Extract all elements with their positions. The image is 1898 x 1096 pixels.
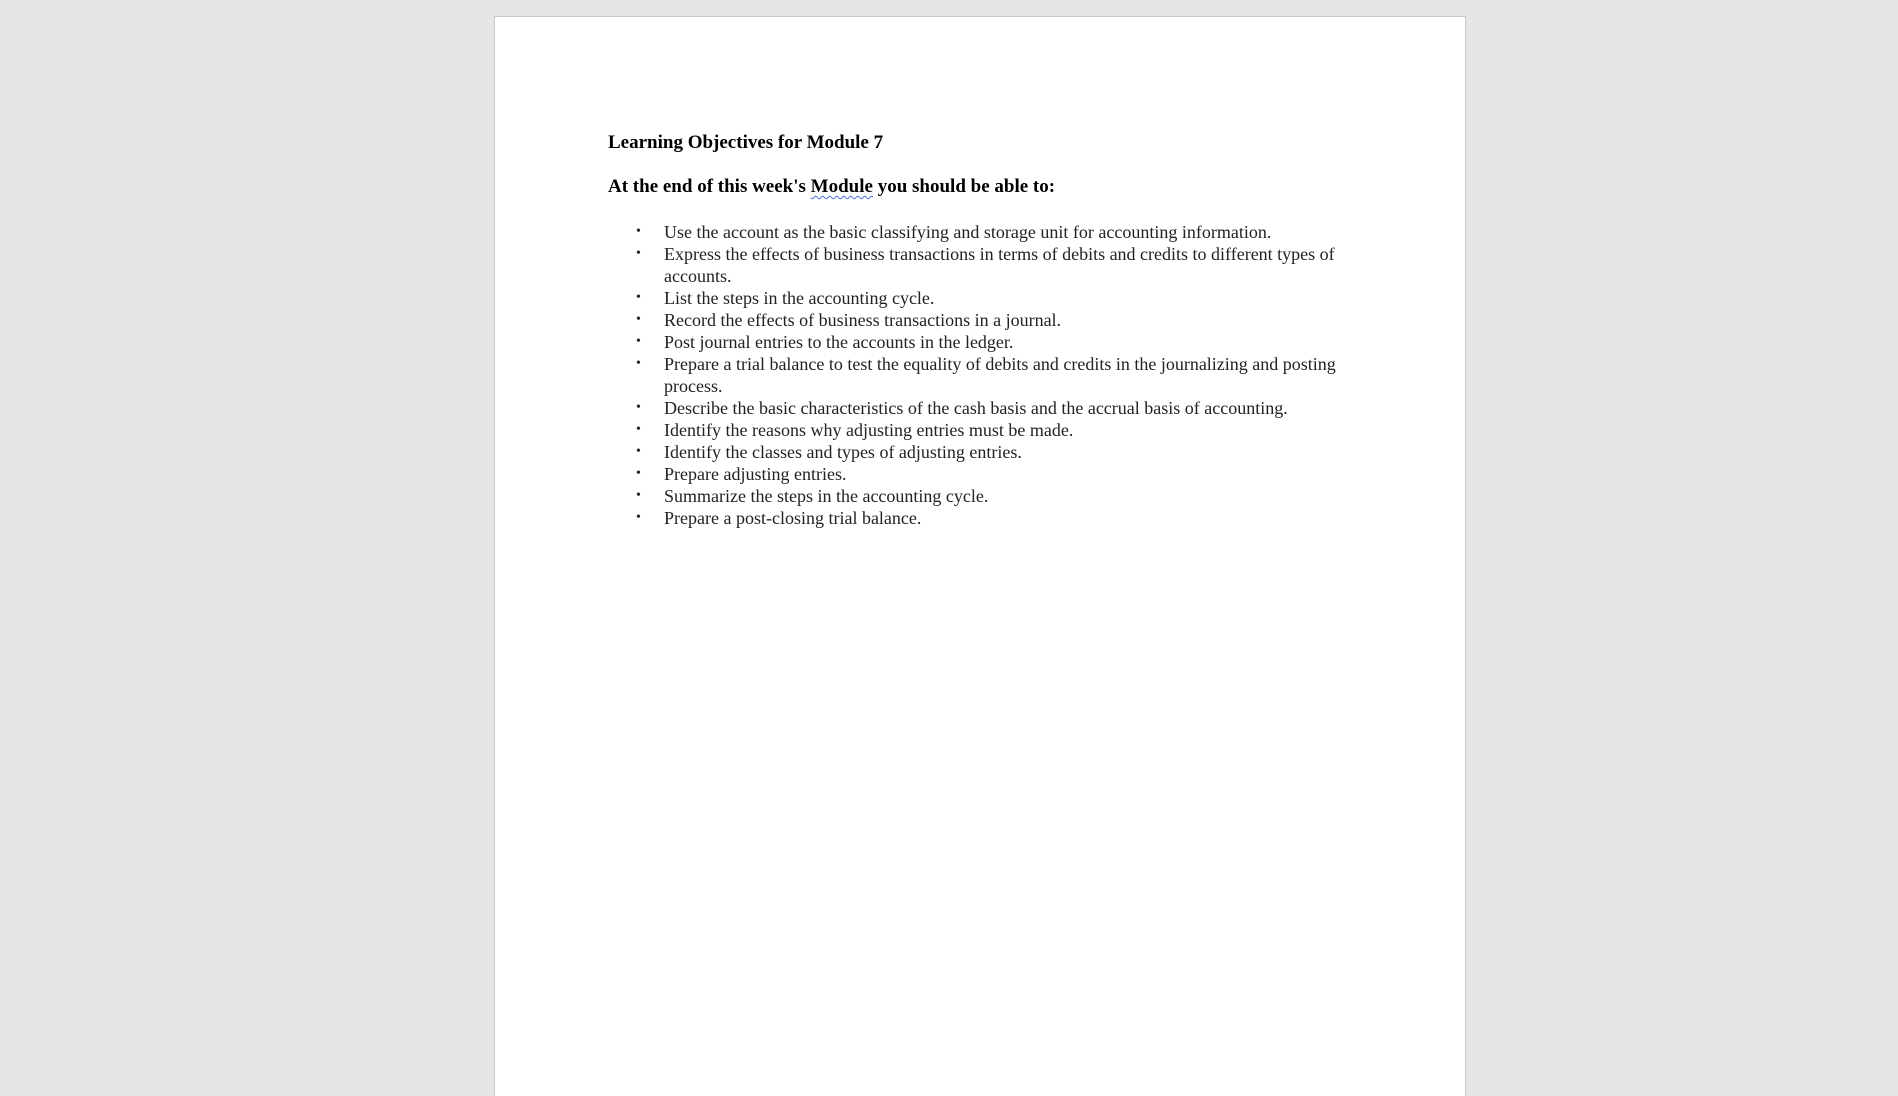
bullet-icon: • xyxy=(636,466,641,481)
intro-text-before: At the end of this week's xyxy=(608,176,811,197)
intro-line xyxy=(608,176,1368,198)
objectives-list xyxy=(608,221,1368,529)
list-item-text: Post journal entries to the accounts in the ledger. xyxy=(664,332,1014,352)
bullet-icon: • xyxy=(636,312,641,327)
bullet-icon: • xyxy=(636,224,641,239)
list-item-text: Describe the basic characteristics of the cash basis and the accrual basis of accounting. xyxy=(664,398,1288,418)
bullet-icon: • xyxy=(636,290,641,305)
spellcheck-flagged-word[interactable]: Module xyxy=(810,176,873,197)
list-item-text: Express the effects of business transactions in terms of debits and credits to different types of accounts. xyxy=(664,244,1335,286)
list-item xyxy=(608,419,1368,441)
list-item xyxy=(608,463,1368,485)
list-item xyxy=(608,397,1368,419)
list-item-text: Prepare a post-closing trial balance. xyxy=(664,508,922,528)
bullet-icon: • xyxy=(636,444,641,459)
bullet-icon: • xyxy=(636,400,641,415)
list-item xyxy=(608,507,1368,529)
list-item xyxy=(608,441,1368,463)
list-item-text: Record the effects of business transactions in a journal. xyxy=(664,310,1062,330)
list-item-text: Identify the classes and types of adjusting entries. xyxy=(664,442,1022,462)
list-item xyxy=(608,353,1368,397)
list-item xyxy=(608,485,1368,507)
list-item-text: List the steps in the accounting cycle. xyxy=(664,288,935,308)
list-item xyxy=(608,309,1368,331)
document-content xyxy=(608,132,1368,529)
bullet-icon: • xyxy=(636,246,641,261)
list-item-text: Prepare a trial balance to test the equality of debits and credits in the journalizing and posting process. xyxy=(664,354,1336,396)
list-item xyxy=(608,331,1368,353)
bullet-icon: • xyxy=(636,510,641,525)
intro-text-after: you should be able to: xyxy=(872,176,1056,197)
document-page xyxy=(494,16,1466,1096)
list-item-text: Use the account as the basic classifying and storage unit for accounting information. xyxy=(664,222,1272,242)
bullet-icon: • xyxy=(636,356,641,371)
bullet-icon: • xyxy=(636,422,641,437)
list-item-text: Prepare adjusting entries. xyxy=(664,464,847,484)
list-item xyxy=(608,221,1368,243)
document-title: Learning Objectives for Module 7 xyxy=(608,132,884,153)
list-item-text: Identify the reasons why adjusting entries must be made. xyxy=(664,420,1074,440)
list-item xyxy=(608,287,1368,309)
bullet-icon: • xyxy=(636,488,641,503)
list-item xyxy=(608,243,1368,287)
bullet-icon: • xyxy=(636,334,641,349)
list-item-text: Summarize the steps in the accounting cycle. xyxy=(664,486,989,506)
